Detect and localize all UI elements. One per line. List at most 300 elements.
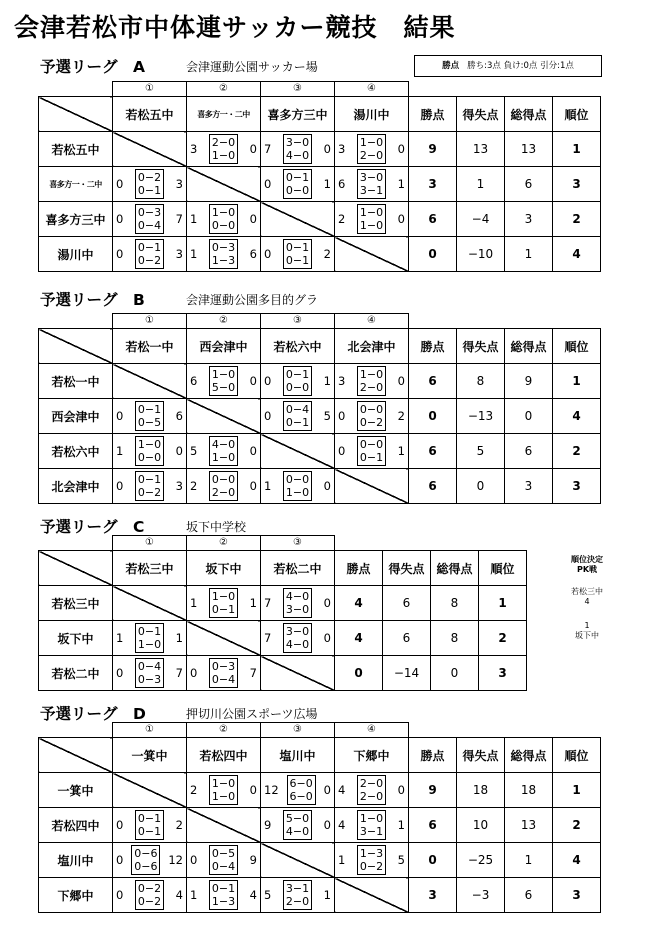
half-score: 2−0	[359, 777, 384, 790]
half-scores	[357, 134, 386, 164]
goal-diff-cell: −13	[457, 399, 505, 434]
half-scores	[357, 436, 386, 466]
self-match-cell	[187, 399, 261, 434]
goals-against: 9	[249, 853, 257, 867]
stat-header: 総得点	[505, 329, 553, 364]
half-scores	[135, 880, 164, 910]
match-result-cell	[261, 469, 335, 504]
goals-against: 0	[323, 596, 331, 610]
match-result-cell	[335, 843, 409, 878]
half-score: 0−1	[137, 241, 162, 254]
match-result-cell	[261, 167, 335, 202]
self-match-cell	[261, 202, 335, 237]
rank-cell: 2	[553, 202, 601, 237]
half-score: 2−0	[359, 790, 384, 803]
goals-against: 4	[175, 888, 183, 902]
stat-header: 順位	[479, 551, 527, 586]
rank-cell: 2	[553, 808, 601, 843]
half-score: 1−0	[211, 451, 236, 464]
row-team-name: 喜多方一・二中	[39, 167, 113, 202]
goal-diff-cell: 1	[457, 167, 505, 202]
match-result-cell	[261, 621, 335, 656]
team-number: ①	[145, 315, 154, 326]
half-score: 0−1	[137, 625, 162, 638]
match-result-cell	[187, 237, 261, 272]
half-scores	[209, 471, 238, 501]
pk-heading: 順位決定 PK戦	[571, 555, 603, 574]
match-result-cell	[187, 434, 261, 469]
half-score: 1−0	[137, 438, 162, 451]
half-scores	[283, 810, 312, 840]
half-score: 0−1	[285, 254, 310, 267]
half-score: 0−5	[211, 847, 236, 860]
half-score: 0−1	[137, 473, 162, 486]
points-cell: 0	[409, 399, 457, 434]
goals-against: 0	[249, 444, 257, 458]
goals-against: 0	[397, 374, 405, 388]
table-row	[39, 364, 601, 399]
half-score: 4−0	[285, 825, 310, 838]
pk-line: 若松三中	[571, 587, 603, 596]
goals-against: 0	[323, 631, 331, 645]
match-result-cell	[113, 202, 187, 237]
table-row	[39, 167, 601, 202]
goals-against: 0	[323, 479, 331, 493]
total-goals-cell: 18	[505, 773, 553, 808]
half-score: 0−2	[137, 171, 162, 184]
half-scores	[131, 845, 160, 875]
column-team-header: 若松二中	[261, 551, 335, 586]
half-score: 0−0	[359, 438, 384, 451]
goals-for: 2	[190, 783, 198, 797]
match-result-cell	[261, 132, 335, 167]
goals-for: 0	[264, 409, 272, 423]
points-cell: 9	[409, 773, 457, 808]
row-team-name: 一箕中	[39, 773, 113, 808]
team-number: ①	[145, 83, 154, 94]
row-team-name: 若松四中	[39, 808, 113, 843]
points-cell: 3	[409, 167, 457, 202]
stat-header: 勝点	[335, 551, 383, 586]
goals-for: 0	[264, 247, 272, 261]
team-number-strip	[112, 313, 409, 328]
half-score: 0−1	[211, 603, 236, 616]
points-cell: 0	[409, 843, 457, 878]
match-result-cell	[113, 399, 187, 434]
column-team-header: 北会津中	[335, 329, 409, 364]
team-number: ④	[334, 314, 408, 328]
column-team-header: 塩川中	[261, 738, 335, 773]
goals-for: 1	[190, 247, 198, 261]
goals-against: 0	[249, 142, 257, 156]
half-score: 0−3	[211, 241, 236, 254]
goals-against: 0	[249, 783, 257, 797]
half-score: 3−0	[285, 625, 310, 638]
match-result-cell	[261, 399, 335, 434]
half-score: 0−1	[211, 882, 236, 895]
points-cell: 6	[409, 364, 457, 399]
half-score: 0−0	[285, 381, 310, 394]
league-venue: 会津運動公園多目的グラ	[186, 293, 319, 307]
half-score: 5−0	[211, 381, 236, 394]
half-score: 4−0	[211, 438, 236, 451]
total-goals-cell: 1	[505, 237, 553, 272]
self-match-cell	[335, 469, 409, 504]
match-result-cell	[335, 808, 409, 843]
half-scores	[209, 588, 238, 618]
half-score: 1−0	[359, 136, 384, 149]
match-result-cell	[113, 434, 187, 469]
half-score: 1−0	[137, 638, 162, 651]
match-result-cell	[261, 237, 335, 272]
league-venue: 押切川公園スポーツ広場	[186, 707, 318, 721]
goals-for: 0	[116, 853, 124, 867]
stat-header: 順位	[553, 97, 601, 132]
table-row	[39, 878, 601, 913]
total-goals-cell: 3	[505, 469, 553, 504]
half-scores	[209, 239, 238, 269]
half-scores	[209, 775, 238, 805]
table-row	[39, 132, 601, 167]
column-team-header: 若松三中	[113, 551, 187, 586]
rank-cell: 1	[553, 773, 601, 808]
self-match-cell	[113, 364, 187, 399]
goals-against: 12	[168, 853, 183, 867]
column-team-header: 喜多方一・二中	[187, 97, 261, 132]
goals-for: 4	[338, 818, 346, 832]
self-match-cell	[335, 878, 409, 913]
stat-header: 総得点	[431, 551, 479, 586]
half-score: 2−0	[211, 136, 236, 149]
rank-cell: 3	[553, 167, 601, 202]
half-score: 0−1	[285, 416, 310, 429]
points-cell: 6	[409, 202, 457, 237]
goals-for: 9	[264, 818, 272, 832]
match-result-cell	[261, 808, 335, 843]
half-score: 0−4	[137, 660, 162, 673]
rank-cell: 3	[553, 878, 601, 913]
goal-diff-cell: −3	[457, 878, 505, 913]
half-scores	[209, 436, 238, 466]
half-scores	[135, 401, 164, 431]
column-team-header: 喜多方三中	[261, 97, 335, 132]
half-scores	[135, 204, 164, 234]
half-scores	[209, 366, 238, 396]
team-number: ①	[145, 537, 154, 548]
row-team-name: 喜多方三中	[39, 202, 113, 237]
rank-cell: 4	[553, 237, 601, 272]
match-result-cell	[335, 202, 409, 237]
column-team-header: 下郷中	[335, 738, 409, 773]
stat-header: 得失点	[457, 329, 505, 364]
goals-for: 4	[338, 783, 346, 797]
half-scores	[357, 810, 386, 840]
match-result-cell	[113, 808, 187, 843]
goals-for: 0	[190, 853, 198, 867]
match-result-cell	[187, 586, 261, 621]
goals-for: 1	[264, 479, 272, 493]
team-number: ④	[334, 82, 408, 96]
goals-for: 0	[116, 479, 124, 493]
pk-shootout-note	[556, 555, 618, 641]
goal-diff-cell: −4	[457, 202, 505, 237]
row-team-name: 若松六中	[39, 434, 113, 469]
half-score: 0−0	[285, 184, 310, 197]
half-score: 0−4	[211, 673, 236, 686]
goal-diff-cell: −10	[457, 237, 505, 272]
goals-for: 12	[264, 783, 279, 797]
half-score: 0−1	[137, 184, 162, 197]
goal-diff-cell: 13	[457, 132, 505, 167]
match-result-cell	[113, 843, 187, 878]
legend-label: 勝点	[442, 61, 460, 71]
goals-for: 3	[338, 142, 346, 156]
goal-diff-cell: 0	[457, 469, 505, 504]
half-score: 0−2	[137, 895, 162, 908]
goals-for: 6	[190, 374, 198, 388]
half-score: 1−0	[211, 790, 236, 803]
half-score: 1−0	[211, 149, 236, 162]
goals-for: 0	[264, 177, 272, 191]
half-score: 0−2	[137, 254, 162, 267]
match-result-cell	[187, 202, 261, 237]
half-scores	[209, 658, 238, 688]
half-scores	[283, 239, 312, 269]
goals-against: 0	[249, 374, 257, 388]
half-scores	[135, 658, 164, 688]
match-result-cell	[187, 132, 261, 167]
goals-for: 0	[116, 409, 124, 423]
column-team-header: 若松五中	[113, 97, 187, 132]
rank-cell: 1	[553, 364, 601, 399]
total-goals-cell: 6	[505, 434, 553, 469]
half-score: 0−1	[285, 368, 310, 381]
self-match-cell	[335, 237, 409, 272]
goals-against: 6	[175, 409, 183, 423]
stat-header: 得失点	[457, 97, 505, 132]
team-number-strip	[112, 535, 335, 550]
goals-against: 1	[323, 888, 331, 902]
half-scores	[283, 880, 312, 910]
table-row	[39, 202, 601, 237]
half-scores	[209, 880, 238, 910]
half-score: 3−0	[285, 136, 310, 149]
goals-against: 5	[323, 409, 331, 423]
total-goals-cell: 0	[505, 399, 553, 434]
self-match-cell	[261, 434, 335, 469]
row-team-name: 若松五中	[39, 132, 113, 167]
half-score: 1−0	[359, 206, 384, 219]
goals-against: 3	[175, 479, 183, 493]
stat-header: 順位	[553, 329, 601, 364]
total-goals-cell: 6	[505, 878, 553, 913]
goal-diff-cell: 10	[457, 808, 505, 843]
points-cell: 0	[409, 237, 457, 272]
half-score: 0−4	[211, 860, 236, 873]
half-scores	[135, 623, 164, 653]
half-score: 5−0	[285, 812, 310, 825]
team-number: ③	[260, 82, 334, 96]
table-row	[39, 808, 601, 843]
half-scores	[357, 845, 386, 875]
goals-for: 7	[264, 631, 272, 645]
rank-cell: 1	[553, 132, 601, 167]
league-table	[38, 328, 601, 504]
table-row	[39, 621, 527, 656]
goal-diff-cell: −14	[383, 656, 431, 691]
total-goals-cell: 9	[505, 364, 553, 399]
table-row	[39, 434, 601, 469]
row-team-name: 若松一中	[39, 364, 113, 399]
half-score: 3−0	[285, 603, 310, 616]
goals-against: 0	[323, 783, 331, 797]
goals-against: 0	[249, 212, 257, 226]
page-title: 会津若松市中体連サッカー競技 結果	[14, 13, 456, 42]
match-result-cell	[335, 364, 409, 399]
half-scores	[209, 204, 238, 234]
pk-line: 1	[584, 621, 590, 630]
row-team-name: 若松三中	[39, 586, 113, 621]
goals-for: 0	[116, 177, 124, 191]
half-score: 0−2	[137, 486, 162, 499]
half-score: 1−0	[211, 206, 236, 219]
half-scores	[209, 134, 238, 164]
stat-header: 得失点	[383, 551, 431, 586]
rank-cell: 3	[479, 656, 527, 691]
half-score: 6−0	[289, 790, 313, 803]
match-result-cell	[187, 364, 261, 399]
half-score: 1−3	[359, 847, 384, 860]
league-table	[38, 96, 601, 272]
goals-for: 0	[190, 666, 198, 680]
self-match-cell	[187, 621, 261, 656]
rank-cell: 2	[479, 621, 527, 656]
goals-against: 0	[323, 818, 331, 832]
half-scores	[283, 588, 312, 618]
goal-diff-cell: 6	[383, 621, 431, 656]
team-number: ①	[145, 724, 154, 735]
corner-cell	[39, 329, 113, 364]
goals-against: 1	[397, 177, 405, 191]
goal-diff-cell: 8	[457, 364, 505, 399]
goals-for: 1	[190, 212, 198, 226]
self-match-cell	[261, 656, 335, 691]
points-cell: 3	[409, 878, 457, 913]
league-venue: 会津運動公園サッカー場	[186, 60, 318, 74]
half-score: 3−1	[359, 825, 384, 838]
match-result-cell	[113, 621, 187, 656]
rank-cell: 4	[553, 399, 601, 434]
half-score: 4−0	[285, 149, 310, 162]
half-scores	[135, 471, 164, 501]
team-number-strip	[112, 81, 409, 96]
half-score: 0−3	[211, 660, 236, 673]
rank-cell: 4	[553, 843, 601, 878]
goals-for: 2	[190, 479, 198, 493]
row-team-name: 若松二中	[39, 656, 113, 691]
half-score: 0−2	[359, 860, 384, 873]
half-scores	[357, 169, 386, 199]
goals-for: 0	[116, 212, 124, 226]
stat-header: 順位	[553, 738, 601, 773]
half-scores	[357, 775, 386, 805]
row-team-name: 坂下中	[39, 621, 113, 656]
goals-for: 1	[338, 853, 346, 867]
table-row	[39, 469, 601, 504]
row-team-name: 下郷中	[39, 878, 113, 913]
self-match-cell	[187, 167, 261, 202]
goals-against: 1	[397, 444, 405, 458]
self-match-cell	[113, 773, 187, 808]
goals-for: 1	[116, 444, 124, 458]
league-table	[38, 550, 527, 691]
goals-for: 2	[338, 212, 346, 226]
total-goals-cell: 1	[505, 843, 553, 878]
table-row	[39, 773, 601, 808]
goal-diff-cell: 18	[457, 773, 505, 808]
points-cell: 4	[335, 621, 383, 656]
half-scores	[135, 810, 164, 840]
total-goals-cell: 13	[505, 132, 553, 167]
row-team-name: 湯川中	[39, 237, 113, 272]
goals-for: 7	[264, 142, 272, 156]
goals-against: 1	[175, 631, 183, 645]
points-cell: 9	[409, 132, 457, 167]
pk-line: 坂下中	[575, 631, 599, 640]
row-team-name: 塩川中	[39, 843, 113, 878]
points-cell: 4	[335, 586, 383, 621]
team-number: ④	[334, 723, 408, 737]
corner-cell	[39, 551, 113, 586]
half-score: 1−0	[285, 486, 310, 499]
goals-against: 5	[397, 853, 405, 867]
goals-against: 2	[323, 247, 331, 261]
half-score: 0−0	[211, 219, 236, 232]
rank-cell: 3	[553, 469, 601, 504]
half-score: 4−0	[285, 638, 310, 651]
half-score: 0−2	[137, 882, 162, 895]
half-score: 0−6	[134, 860, 158, 873]
half-score: 0−0	[211, 473, 236, 486]
team-number: ②	[186, 314, 260, 328]
goals-against: 0	[397, 212, 405, 226]
match-result-cell	[187, 773, 261, 808]
goals-for: 1	[116, 631, 124, 645]
column-team-header: 湯川中	[335, 97, 409, 132]
league-heading: 予選リーグ D	[40, 705, 146, 723]
column-team-header: 若松六中	[261, 329, 335, 364]
match-result-cell	[261, 878, 335, 913]
goals-against: 2	[175, 818, 183, 832]
goals-against: 1	[397, 818, 405, 832]
goals-against: 0	[397, 142, 405, 156]
half-score: 2−0	[285, 895, 310, 908]
half-scores	[283, 169, 312, 199]
self-match-cell	[261, 843, 335, 878]
half-score: 0−6	[134, 847, 158, 860]
half-score: 0−0	[285, 473, 310, 486]
goals-against: 2	[397, 409, 405, 423]
goals-against: 1	[323, 177, 331, 191]
half-score: 3−1	[359, 184, 384, 197]
team-number: ②	[186, 723, 260, 737]
total-goals-cell: 8	[431, 621, 479, 656]
half-score: 0−5	[137, 416, 162, 429]
column-team-header: 西会津中	[187, 329, 261, 364]
goals-against: 3	[175, 247, 183, 261]
match-result-cell	[261, 364, 335, 399]
half-score: 1−0	[359, 368, 384, 381]
